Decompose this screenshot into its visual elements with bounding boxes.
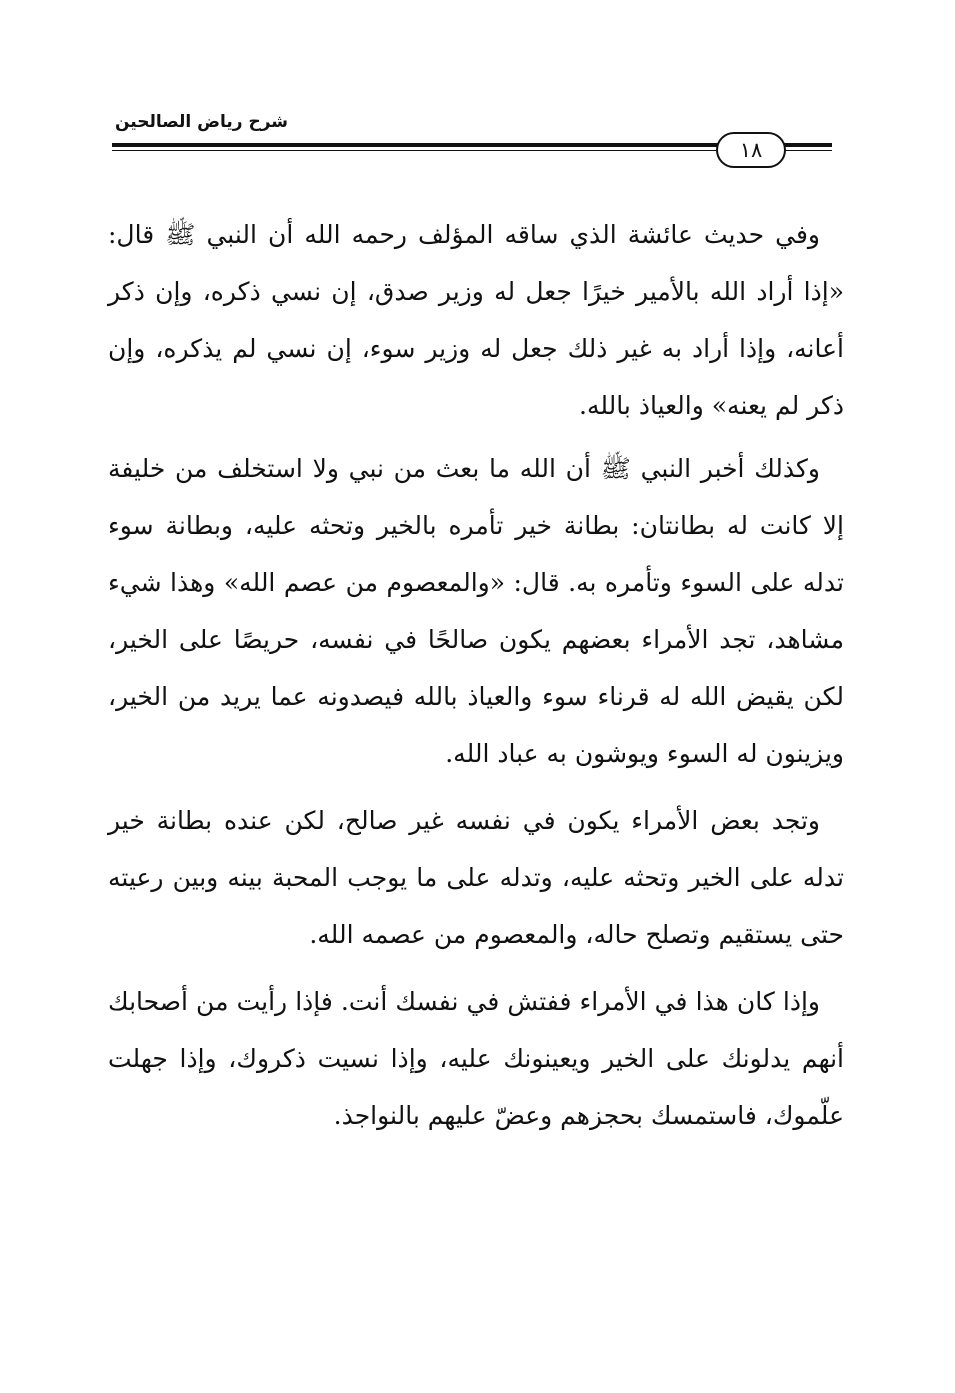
page-number: ١٨ — [739, 138, 763, 162]
paragraph: وإذا كان هذا في الأمراء ففتش في نفسك أنت. فإذا رأيت من أصحابك أنهم يدلونك على الخير ويعينونك عليه، وإذا نسيت ذكروك، وإذا جهلت علّموك، فاستمسك بحجزهم وعضّ عليهم بالنواجذ. — [108, 987, 844, 1130]
paragraph: وكذلك أخبر النبي ﷺ أن الله ما بعث من نبي ولا استخلف من خليفة إلا كانت له بطانتان: بطانة خير تأمره بالخير وتحثه عليه، وبطانة سوء تدله على السوء وتأمره به. قال: «والمعصوم من عصم الله» وهذا شيء مشاهد، تجد الأمراء بعضهم يكون صالحًا في نفسه، حريصًا على الخير، لكن يقيض الله له قرناء سوء والعياذ بالله فيصدونه عما يريد من الخير، ويزينون له السوء ويوشون به عباد الله. — [108, 454, 844, 768]
page-body — [108, 206, 844, 1144]
paragraph: وفي حديث عائشة الذي ساقه المؤلف رحمه الله أن النبي ﷺ قال: «إذا أراد الله بالأمير خيرًا جعل له وزير صدق، إن نسي ذكره، وإن ذكر أعانه، وإذا أراد به غير ذلك جعل له وزير سوء، إن نسي لم يذكره، وإن ذكر لم يعنه» والعياذ بالله. — [108, 220, 844, 420]
paragraph: وتجد بعض الأمراء يكون في نفسه غير صالح، لكن عنده بطانة خير تدله على الخير وتحثه عليه، وتدله على ما يوجب المحبة بينه وبين رعيته حتى يستقيم وتصلح حاله، والمعصوم من عصمه الله. — [108, 806, 844, 949]
book-title: شرح رياض الصالحين — [115, 112, 289, 132]
page-number-badge — [716, 132, 786, 168]
